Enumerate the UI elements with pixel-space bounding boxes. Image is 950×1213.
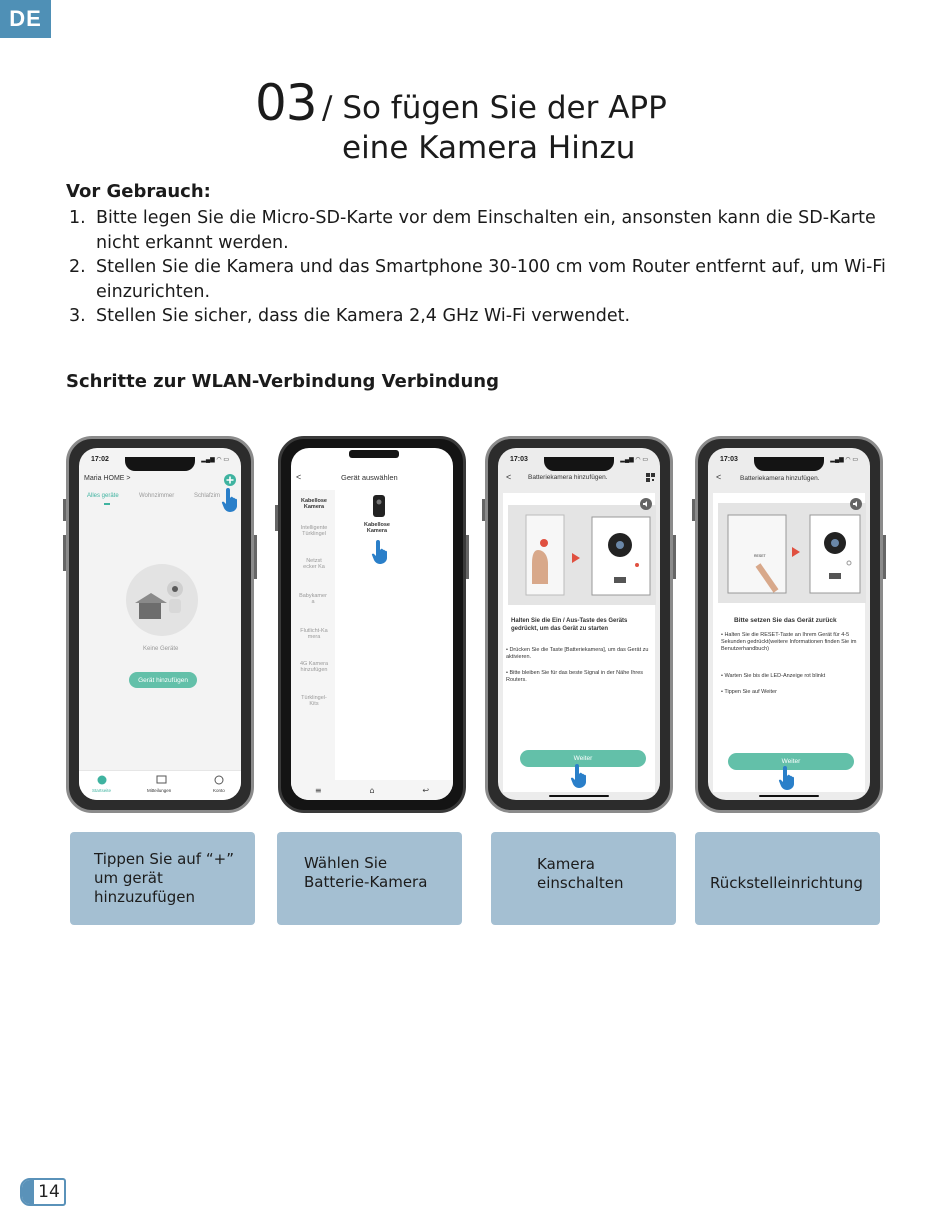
next-button[interactable]: Weiter bbox=[520, 750, 646, 767]
category-plug-camera[interactable]: Netzst ecker Ka bbox=[303, 558, 325, 570]
prep-list bbox=[66, 206, 896, 329]
device-label[interactable]: Kabellose Kamera bbox=[364, 522, 390, 534]
bullet-2: • Warten Sie bis die LED-Anzeige rot blinkt bbox=[721, 673, 826, 679]
empty-state-illustration bbox=[123, 563, 201, 637]
instruction-text: Halten Sie die Ein / Aus-Taste des Geräts gedrückt, um das Gerät zu starten bbox=[511, 618, 628, 632]
screen-title: Gerät auswählen bbox=[341, 473, 398, 482]
screen-title: Batteriekamera hinzufügen. bbox=[740, 475, 820, 482]
menu-icon[interactable]: ≡ bbox=[314, 785, 322, 795]
bullet-1: • Drücken Sie die Taste [Batteriekamera], um das Gerät zu aktivieren. bbox=[506, 647, 649, 659]
hand-pointer-icon bbox=[221, 486, 241, 512]
bullet-1: • Halten Sie die RESET-Taste an Ihrem Gerät für 4-5 Sekunden gedrückt(weitere Informationen finden Sie im Benutzerhandbuch) bbox=[721, 632, 857, 652]
bullet-3: • Tippen Sie auf Weiter bbox=[721, 689, 777, 695]
tab-all-devices[interactable]: Alles geräte bbox=[87, 493, 119, 499]
section-number: 03 bbox=[255, 74, 317, 132]
phone-device-select bbox=[278, 436, 466, 813]
language-badge: DE bbox=[0, 0, 51, 38]
nav-label-messages[interactable]: Mitteilungen bbox=[147, 788, 172, 793]
prep-heading: Vor Gebrauch: bbox=[66, 181, 211, 202]
phone-power-on: 17:03 ▂▄▆ ◠ ▭ < Batteriekamera hinzufügen. Halten Sie die Ein / Aus-Taste des Geräts gedrückt, um das Gerät zu starten • Drücken Sie die Taste [Batteriekamera], um das Gerät zu aktivieren. • Bitte bleiben Sie für das beste Signal in der Nähe Ihres Routers. Weiter bbox=[485, 436, 673, 813]
category-baby-camera[interactable]: Babykamer a bbox=[299, 593, 327, 605]
caption-step-2: Wählen Sie Batterie-Kamera bbox=[277, 832, 462, 925]
nav-label-home[interactable]: Startseite bbox=[92, 788, 112, 793]
hand-pointer-icon bbox=[371, 538, 393, 564]
wlan-heading: Schritte zur WLAN-Verbindung Verbindung bbox=[66, 371, 499, 392]
section-title-line1: / So fügen Sie der APP bbox=[322, 90, 667, 126]
add-device-button[interactable]: Gerät hinzufügen bbox=[129, 672, 197, 688]
reset-illustration bbox=[718, 503, 866, 603]
list-item: 1. Bitte legen Sie die Micro-SD-Karte vor dem Einschalten ein, ansonsten kann die SD-Karte nicht erkannt werden. bbox=[69, 208, 876, 253]
qr-code-icon[interactable] bbox=[645, 472, 656, 483]
messages-icon[interactable] bbox=[156, 775, 167, 785]
power-button-illustration bbox=[508, 505, 656, 605]
list-item: 2. Stellen Sie die Kamera und das Smartphone 30-100 cm vom Router entfernt auf, um Wi-Fi einzurichten. bbox=[69, 257, 886, 302]
home-selector[interactable]: Maria HOME > bbox=[84, 475, 131, 482]
phone-home-screen: 17:02 ▂▄▆ ◠ ▭ Maria HOME > Alles geräte Wohnzimmer Schlafzim Keine Geräte Gerät hinzufügen Startseite Mitteilungen Konto bbox=[66, 436, 254, 813]
category-doorbell-kits[interactable]: Türklingel-Kits bbox=[301, 695, 327, 707]
screen-title: Batteriekamera hinzufügen. bbox=[528, 474, 608, 481]
nav-label-account[interactable]: Konto bbox=[213, 788, 225, 793]
battery-camera-icon[interactable] bbox=[372, 494, 386, 518]
tab-living-room[interactable]: Wohnzimmer bbox=[139, 493, 175, 499]
category-doorbell[interactable]: Intelligente Türklingel bbox=[300, 525, 328, 537]
list-item: 3. Stellen Sie sicher, dass die Kamera 2,4 GHz Wi-Fi verwendet. bbox=[69, 306, 631, 326]
back-icon[interactable]: < bbox=[506, 472, 512, 482]
page-number: 14 bbox=[20, 1178, 66, 1206]
section-title-line2: eine Kamera Hinzu bbox=[342, 130, 636, 166]
reset-label: RESET bbox=[754, 554, 766, 558]
back-icon[interactable]: < bbox=[296, 472, 302, 482]
account-icon[interactable] bbox=[214, 775, 224, 785]
hand-pointer-icon bbox=[778, 764, 800, 790]
plus-icon[interactable] bbox=[223, 473, 237, 487]
bullet-2: • Bitte bleiben Sie für das beste Signal in der Nähe Ihres Routers. bbox=[506, 670, 644, 683]
section-heading bbox=[0, 72, 950, 172]
tab-bedroom[interactable]: Schlafzim bbox=[194, 493, 221, 499]
instruction-text: Bitte setzen Sie das Gerät zurück bbox=[734, 617, 837, 624]
home-icon[interactable] bbox=[97, 775, 107, 785]
category-wireless-camera[interactable]: Kabellose Kamera bbox=[301, 498, 327, 510]
bottom-nav bbox=[79, 770, 241, 800]
category-4g-camera[interactable]: 4G Kamera hinzufügen bbox=[299, 661, 329, 673]
sound-icon[interactable] bbox=[850, 498, 862, 510]
caption-step-1: Tippen Sie auf “+” um gerät hinzuzufügen bbox=[70, 832, 255, 925]
back-nav-icon[interactable]: ↩ bbox=[422, 785, 430, 795]
next-button[interactable]: Weiter bbox=[728, 753, 854, 770]
empty-state-text: Keine Geräte bbox=[143, 646, 179, 652]
caption-step-3: Kamera einschalten bbox=[491, 832, 676, 925]
back-icon[interactable]: < bbox=[716, 472, 722, 482]
phone-reset: 17:03 ▂▄▆ ◠ ▭ < Batteriekamera hinzufügen. RESET Bitte setzen Sie das Gerät zurück • Halten Sie die RESET-Taste an Ihrem Gerät für 4-5 Sekunden gedrückt(weitere Informationen finden Sie im Benutzerhandbuch) • Warten Sie bis die LED-Anzeige rot blinkt • Tippen Sie auf Weiter Weiter bbox=[695, 436, 883, 813]
sound-icon[interactable] bbox=[640, 498, 652, 510]
hand-pointer-icon bbox=[570, 762, 592, 788]
android-nav bbox=[291, 780, 453, 800]
category-floodlight-camera[interactable]: Flutlicht-Ka mera bbox=[300, 628, 328, 640]
home-icon[interactable]: ⌂ bbox=[369, 785, 375, 795]
caption-step-4: Rückstelleinrichtung bbox=[695, 832, 880, 925]
